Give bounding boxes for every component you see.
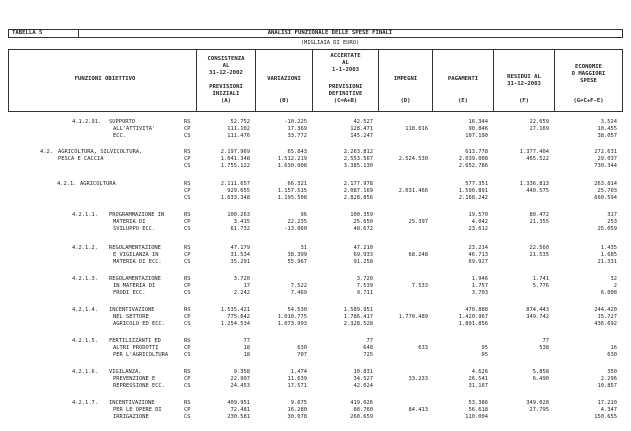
cell-g: 21.331	[597, 259, 617, 266]
cell-c: 3.385.130	[343, 163, 373, 170]
cell-g: 730.344	[594, 163, 617, 170]
row-type: RS	[184, 181, 191, 187]
cell-b: 630	[297, 345, 307, 352]
cell-c: 88.760	[353, 407, 373, 414]
row-label: REPRESSIONE ECC.	[113, 383, 165, 390]
row-type: CS	[184, 352, 191, 359]
cell-g: 16	[610, 345, 617, 352]
cell-e: 90.846	[468, 126, 488, 133]
cell-a: 111.102	[227, 126, 250, 133]
cell-f: 21.535	[529, 252, 549, 259]
row-type: CP	[184, 252, 191, 259]
row-label: IRRIGAZIONE	[113, 414, 149, 421]
row-label: ECC.	[113, 133, 126, 140]
cell-d: 2.524.530	[398, 156, 428, 163]
row-type: RS	[184, 307, 191, 313]
cell-e: 3.703	[471, 290, 488, 297]
cell-g: 1.435	[600, 245, 617, 251]
header-economie-1: ECONOMIE	[575, 64, 602, 70]
cell-d: 7.533	[411, 283, 428, 290]
row-label: NEL SETTORE	[113, 314, 149, 321]
cell-a: 1.633.348	[220, 195, 250, 202]
cell-a: 775.642	[227, 314, 250, 321]
row-type: RS	[184, 276, 191, 282]
row-type: CP	[184, 345, 191, 352]
cell-g: 660.594	[594, 195, 617, 202]
cell-c: 1.786.417	[343, 314, 373, 321]
cell-b: 33.772	[287, 133, 307, 140]
row-label: FERTILIZZANTI ED	[109, 338, 161, 344]
row-type: CS	[184, 383, 191, 390]
cell-b: 55.967	[287, 259, 307, 266]
header-accertate-sub-2: DEFINITIVE	[328, 91, 363, 97]
row-label: IN MATERIA DI	[113, 283, 156, 290]
header-accertate-sub-3: (C=A+B)	[333, 98, 358, 104]
header-residui-sub: (F)	[518, 98, 530, 104]
cell-f: 1.336.813	[519, 181, 549, 187]
header-consistenza-sub-1: PREVISIONI	[209, 84, 243, 90]
row-label: AGRICOLTURA, SILVICOLTURA,	[58, 149, 143, 155]
header-impegni-sub: (D)	[400, 98, 411, 104]
cell-b: 1.010.775	[277, 314, 307, 321]
cell-g: 317	[607, 212, 617, 218]
cell-b: -13.060	[284, 226, 307, 233]
cell-g: 10.455	[597, 126, 617, 133]
cell-b: 1.195.508	[277, 195, 307, 202]
cell-b: 1.630.008	[277, 163, 307, 170]
row-label: REGOLAMENTAZIONE	[109, 276, 161, 282]
row-type: CS	[184, 321, 191, 328]
cell-a: 409.951	[227, 400, 250, 406]
cell-e: 1.590.891	[458, 188, 488, 195]
cell-b: 16.280	[287, 407, 307, 414]
row-code: 4.2.1.5.	[72, 338, 98, 344]
header-accertate-3: 1-1-2003	[332, 67, 359, 73]
cell-d: 633	[418, 345, 428, 352]
cell-f: 21.355	[529, 219, 549, 226]
cell-d: 118.016	[405, 126, 428, 133]
cell-b: 707	[297, 352, 307, 359]
header-pagamenti: PAGAMENTI	[447, 76, 479, 82]
cell-g: 244.420	[594, 307, 617, 313]
row-label: SUPPORTO	[109, 119, 135, 125]
cell-b: 31	[300, 245, 307, 251]
cell-g: 263.814	[594, 181, 617, 187]
cell-c: 34.527	[353, 376, 373, 383]
row-label: SVILUPPO ECC.	[113, 226, 156, 233]
cell-c: 2.828.856	[343, 195, 373, 202]
header-accertate-1: ACCERTATE	[330, 53, 361, 59]
cell-e: 1.420.967	[458, 314, 488, 321]
row-type: RS	[184, 338, 191, 344]
header-accertate-2: AL	[342, 60, 349, 66]
header-accertate-sub-1: PREVISIONI	[328, 84, 363, 90]
cell-e: 2.168.242	[458, 195, 488, 202]
cell-e: 26.541	[468, 376, 488, 383]
cell-f: 349.742	[526, 314, 549, 321]
cell-b: 1.474	[290, 369, 307, 375]
cell-b: 17.571	[287, 383, 307, 390]
row-label: ALL'ATTIVITA'	[113, 126, 156, 133]
header-impegni: IMPEGNI	[393, 76, 418, 82]
cell-a: 2.197.969	[220, 149, 250, 155]
cell-g: 10.857	[597, 383, 617, 390]
row-code: 4.2.1.7.	[72, 400, 98, 406]
row-label: VIGILANZA,	[109, 369, 142, 375]
cell-c: 128.471	[350, 126, 373, 133]
row-type: RS	[184, 212, 191, 218]
cell-a: 17	[243, 283, 250, 290]
title-box-left	[8, 29, 9, 38]
header-consistenza-3: 31-12-2002	[209, 70, 243, 76]
cell-a: 72.481	[230, 407, 250, 414]
row-label: AGRICOLO ED ECC.	[113, 321, 165, 328]
cell-a: 22.907	[230, 376, 250, 383]
cell-c: 100.359	[350, 212, 373, 218]
cell-b: 1.157.515	[277, 188, 307, 195]
cell-c: 47.210	[353, 245, 373, 251]
row-type: CS	[184, 290, 191, 297]
row-type: CS	[184, 133, 191, 140]
row-type: CP	[184, 219, 191, 226]
cell-a: 2.111.657	[220, 181, 250, 187]
cell-e: 577.351	[465, 181, 488, 187]
cell-c: 2.177.978	[343, 181, 373, 187]
cell-f: 5.776	[532, 283, 549, 290]
cell-c: 9.711	[356, 290, 373, 297]
header-residui	[494, 74, 554, 88]
row-label: FRODI ECC.	[113, 290, 146, 297]
row-label: REGOLAMENTAZIONE	[109, 245, 161, 251]
cell-c: 7.539	[356, 283, 373, 290]
cell-f: 349.028	[526, 400, 549, 406]
header-variazioni: VARIAZIONI	[267, 76, 301, 82]
cell-a: 52.752	[230, 119, 250, 125]
cell-c: 2.087.169	[343, 188, 373, 195]
cell-e: 23.612	[468, 226, 488, 233]
cell-d: 68.248	[408, 252, 428, 259]
cell-g: 1.685	[600, 252, 617, 259]
row-type: CP	[184, 314, 191, 321]
header-residui-1: RESIDUI AL	[507, 74, 541, 80]
cell-e: 16.344	[468, 119, 488, 125]
cell-a: 2.242	[233, 290, 250, 297]
cell-c: 1.589.951	[343, 307, 373, 313]
cell-e: 470.888	[465, 307, 488, 313]
cell-a: 47.179	[230, 245, 250, 251]
row-label: E VIGILANZA IN	[113, 252, 159, 259]
cell-a: 61.732	[230, 226, 250, 233]
row-type: CP	[184, 126, 191, 133]
cell-e: 46.713	[468, 252, 488, 259]
cell-a: 18	[243, 345, 250, 352]
header-economie	[555, 64, 622, 85]
cell-a: 31.534	[230, 252, 250, 259]
table-subtitle: (MIGLIAIA DI EURO)	[300, 40, 360, 46]
cell-b: -10.225	[284, 119, 307, 125]
row-label: INCENTIVAZIONE	[109, 307, 155, 313]
header-bottom	[8, 111, 623, 112]
cell-c: 2.263.812	[343, 149, 373, 155]
cell-c: 648	[363, 345, 373, 352]
row-code: 4.2.1.2.	[72, 245, 98, 251]
cell-b: 22.235	[287, 219, 307, 226]
cell-f: 5.858	[532, 369, 549, 375]
row-label: PREVENZIONE E	[113, 376, 156, 383]
cell-b: 1.512.219	[277, 156, 307, 163]
cell-c: 260.659	[350, 414, 373, 421]
header-consistenza-sub-2: INIZIALI	[212, 91, 240, 97]
row-type: CS	[184, 259, 191, 266]
row-label: AGRICOLTURA	[80, 181, 116, 187]
cell-b: 54.530	[287, 307, 307, 313]
row-type: CP	[184, 376, 191, 383]
cell-a: 77	[243, 338, 250, 344]
cell-e: 107.190	[465, 133, 488, 140]
row-type: CS	[184, 163, 191, 170]
row-code: 4.2.1.	[57, 181, 77, 187]
row-type: RS	[184, 369, 191, 375]
header-funzioni: FUNZIONI OBIETTIVO	[74, 76, 136, 82]
cell-e: 1.757	[471, 283, 488, 290]
cell-d: 33.233	[408, 376, 428, 383]
cell-c: 42.024	[353, 383, 373, 390]
cell-e: 110.004	[465, 414, 488, 421]
row-type: CP	[184, 188, 191, 195]
cell-c: 2.553.567	[343, 156, 373, 163]
header-variazioni-sub: (B)	[278, 98, 290, 104]
cell-g: 29.037	[597, 156, 617, 163]
cell-b: 9.675	[290, 400, 307, 406]
row-code: 4.2.	[40, 149, 53, 155]
header-top	[8, 49, 623, 50]
row-label: PER L'AGRICOLTURA	[113, 352, 169, 359]
header-economie-2: O MAGGIORI	[571, 71, 606, 77]
cell-b: 38.399	[287, 252, 307, 259]
cell-e: 4.626	[471, 369, 488, 375]
cell-c: 10.831	[353, 369, 373, 375]
cell-g: 15.727	[597, 314, 617, 321]
cell-c: 145.247	[350, 133, 373, 140]
cell-a: 9.358	[233, 369, 250, 375]
cell-b: 7.469	[290, 290, 307, 297]
cell-b: 11.639	[287, 376, 307, 383]
cell-e: 1.946	[471, 276, 488, 282]
cell-a: 929.655	[227, 188, 250, 195]
row-type: CP	[184, 407, 191, 414]
cell-g: 38.057	[597, 133, 617, 140]
cell-g: 17.210	[597, 400, 617, 406]
cell-c: 3.720	[356, 276, 373, 282]
cell-a: 18	[243, 352, 250, 359]
cell-a: 1.755.122	[220, 163, 250, 170]
header-right	[622, 49, 623, 111]
cell-a: 1.254.534	[220, 321, 250, 328]
cell-b: 7.522	[290, 283, 307, 290]
cell-g: 436.692	[594, 321, 617, 328]
cell-b: 17.369	[287, 126, 307, 133]
cell-g: 4.347	[600, 407, 617, 414]
header-economie-sub: (G=C+F-E)	[573, 98, 604, 104]
cell-g: 350	[607, 369, 617, 375]
cell-a: 24.453	[230, 383, 250, 390]
header-residui-2: 31-12-2003	[507, 81, 541, 87]
row-type: CS	[184, 414, 191, 421]
cell-a: 1.041.348	[220, 156, 250, 163]
header-economie-3: SPESE	[580, 78, 597, 84]
cell-e: 23.214	[468, 245, 488, 251]
cell-f: 27.169	[529, 126, 549, 133]
cell-e: 2.039.008	[458, 156, 488, 163]
cell-f: 80.472	[529, 212, 549, 218]
header-consistenza	[197, 56, 255, 77]
row-label: MATERIA DI	[113, 219, 146, 226]
title-box-divider	[78, 29, 79, 38]
cell-e: 95	[481, 345, 488, 352]
header-consistenza-1: CONSISTENZA	[207, 56, 245, 62]
cell-f: 440.575	[526, 188, 549, 195]
row-code: 4.1.2.91.	[72, 119, 102, 125]
row-type: CS	[184, 226, 191, 233]
header-consistenza-sub	[197, 84, 255, 105]
cell-e: 613.778	[465, 149, 488, 155]
cell-g: 32	[610, 276, 617, 282]
row-type: RS	[184, 119, 191, 125]
cell-e: 1.891.856	[458, 321, 488, 328]
row-label: ALTRI PRODOTTI	[113, 345, 159, 352]
cell-f: 27.795	[529, 407, 549, 414]
cell-e: 19.570	[468, 212, 488, 218]
cell-c: 91.258	[353, 259, 373, 266]
cell-c: 48.672	[353, 226, 373, 233]
row-code: 4.2.1.1.	[72, 212, 98, 218]
cell-f: 22.560	[529, 245, 549, 251]
cell-e: 53.386	[468, 400, 488, 406]
cell-c: 2.328.528	[343, 321, 373, 328]
row-type: CS	[184, 195, 191, 202]
cell-d: 2.031.466	[398, 188, 428, 195]
cell-g: 6.008	[600, 290, 617, 297]
cell-f: 874.443	[526, 307, 549, 313]
cell-a: 1.535.421	[220, 307, 250, 313]
cell-a: 3.415	[233, 219, 250, 226]
cell-c: 77	[366, 338, 373, 344]
cell-g: 150.655	[594, 414, 617, 421]
cell-d: 84.413	[408, 407, 428, 414]
cell-f: 1.741	[532, 276, 549, 282]
cell-c: 419.626	[350, 400, 373, 406]
row-type: RS	[184, 245, 191, 251]
cell-g: 3.524	[600, 119, 617, 125]
cell-e: 69.927	[468, 259, 488, 266]
cell-c: 42.527	[353, 119, 373, 125]
cell-g: 2	[613, 283, 617, 290]
cell-f: 1.377.404	[519, 149, 549, 155]
title-box-bottom	[8, 37, 623, 38]
row-type: CP	[184, 283, 191, 290]
header-consistenza-2: AL	[222, 63, 230, 69]
cell-f: 6.490	[532, 376, 549, 383]
cell-b: 96	[300, 212, 307, 218]
cell-a: 111.476	[227, 133, 250, 140]
cell-d: 25.397	[408, 219, 428, 226]
row-label: PROGRAMMAZIONE IN	[109, 212, 165, 218]
cell-e: 4.042	[471, 219, 488, 226]
row-label: MATERIA DI ECC.	[113, 259, 162, 266]
cell-a: 100.263	[227, 212, 250, 218]
row-code: 4.2.1.3.	[72, 276, 98, 282]
header-accertate	[313, 53, 378, 74]
cell-f: 465.522	[526, 156, 549, 163]
cell-a: 35.291	[230, 259, 250, 266]
cell-b: 65.843	[287, 149, 307, 155]
cell-e: 95	[481, 352, 488, 359]
header-left	[8, 49, 9, 111]
row-code: 4.2.1.4.	[72, 307, 98, 313]
row-type: CP	[184, 156, 191, 163]
header-consistenza-sub-3: (A)	[220, 98, 232, 104]
table-label: TABELLA 5	[12, 30, 43, 36]
cell-g: 630	[607, 352, 617, 359]
cell-e: 2.652.786	[458, 163, 488, 170]
cell-g: 25.059	[597, 226, 617, 233]
row-label: INCENTIVAZIONE	[109, 400, 155, 406]
cell-d: 1.770.489	[398, 314, 428, 321]
cell-b: 1.073.993	[277, 321, 307, 328]
row-label: PER LE OPERE DI	[113, 407, 162, 414]
cell-e: 31.167	[468, 383, 488, 390]
cell-b: 66.321	[287, 181, 307, 187]
title-box-right	[622, 29, 623, 38]
row-type: RS	[184, 149, 191, 155]
cell-c: 25.650	[353, 219, 373, 226]
header-pagamenti-sub: (E)	[457, 98, 469, 104]
row-label: PESCA E CACCIA	[58, 156, 104, 163]
cell-g: 2.296	[600, 376, 617, 383]
cell-c: 69.933	[353, 252, 373, 259]
cell-a: 230.581	[227, 414, 250, 421]
cell-g: 25.703	[597, 188, 617, 195]
cell-g: 272.631	[594, 149, 617, 155]
cell-a: 3.720	[233, 276, 250, 282]
table-title: ANALISI FUNZIONALE DELLE SPESE FINALI	[267, 30, 393, 36]
row-type: RS	[184, 400, 191, 406]
cell-f: 538	[539, 345, 549, 352]
cell-b: 30.078	[287, 414, 307, 421]
row-code: 4.2.1.6.	[72, 369, 98, 375]
cell-g: 253	[607, 219, 617, 226]
cell-c: 725	[363, 352, 373, 359]
cell-f: 22.659	[529, 119, 549, 125]
cell-e: 56.618	[468, 407, 488, 414]
cell-f: 77	[542, 338, 549, 344]
header-accertate-sub	[313, 84, 378, 105]
